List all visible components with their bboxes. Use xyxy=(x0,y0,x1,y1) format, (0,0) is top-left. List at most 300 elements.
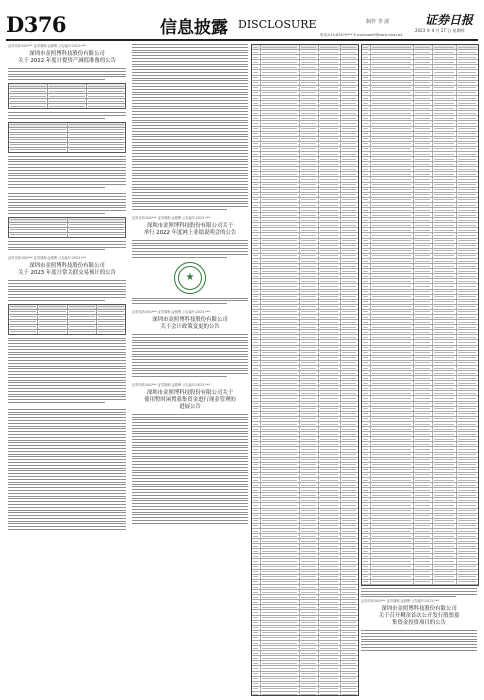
table-cell xyxy=(414,76,432,80)
table-cell xyxy=(371,351,414,355)
table-cell xyxy=(362,325,371,329)
table-cell xyxy=(371,570,414,574)
table-cell xyxy=(319,646,341,650)
table-cell xyxy=(371,371,414,375)
table-cell xyxy=(414,493,432,497)
table-cell xyxy=(414,152,432,156)
table-cell xyxy=(371,442,414,446)
table-cell xyxy=(341,651,358,655)
table-cell xyxy=(414,351,432,355)
table-cell xyxy=(261,279,300,283)
table-cell xyxy=(252,682,261,686)
table-cell xyxy=(252,396,261,400)
table-cell xyxy=(371,575,414,579)
table-cell xyxy=(362,565,371,569)
table-cell xyxy=(300,386,318,390)
table-cell xyxy=(261,320,300,324)
table-cell xyxy=(371,96,414,100)
table-cell xyxy=(341,580,358,584)
table-cell xyxy=(371,580,414,584)
table-cell xyxy=(300,687,318,691)
table-cell xyxy=(300,264,318,268)
table-cell xyxy=(433,310,457,314)
table-cell xyxy=(319,524,341,528)
table-cell xyxy=(433,244,457,248)
table-cell xyxy=(341,549,358,553)
table-cell xyxy=(341,453,358,457)
table-cell xyxy=(433,147,457,151)
table-cell xyxy=(341,621,358,625)
table-cell xyxy=(319,498,341,502)
table-cell xyxy=(252,116,261,120)
table-cell xyxy=(319,177,341,181)
table-cell xyxy=(371,315,414,319)
table-cell xyxy=(371,585,414,586)
table-cell xyxy=(252,646,261,650)
table-cell xyxy=(252,290,261,294)
table-cell xyxy=(414,244,432,248)
table-cell xyxy=(433,218,457,222)
table-cell xyxy=(433,580,457,584)
table-cell xyxy=(457,519,478,523)
table-cell xyxy=(457,269,478,273)
table-cell xyxy=(414,402,432,406)
table-cell xyxy=(414,279,432,283)
table-cell xyxy=(252,188,261,192)
table-cell xyxy=(252,442,261,446)
table-cell xyxy=(341,116,358,120)
table-cell xyxy=(261,585,300,589)
table-cell xyxy=(300,396,318,400)
table-cell xyxy=(319,544,341,548)
table-cell xyxy=(341,610,358,614)
table-cell xyxy=(457,407,478,411)
table-cell xyxy=(362,356,371,360)
table-cell xyxy=(433,254,457,258)
table-cell xyxy=(457,116,478,120)
table-cell xyxy=(414,198,432,202)
table-cell xyxy=(433,193,457,197)
table-cell xyxy=(362,519,371,523)
table-cell xyxy=(362,300,371,304)
table-cell xyxy=(252,524,261,528)
table-cell xyxy=(414,50,432,54)
table-cell xyxy=(414,106,432,110)
table-cell xyxy=(371,55,414,59)
table-cell xyxy=(457,458,478,462)
table-cell xyxy=(414,417,432,421)
table-cell xyxy=(341,442,358,446)
table-cell xyxy=(371,111,414,115)
table-cell xyxy=(371,335,414,339)
table-cell xyxy=(341,672,358,676)
table-cell xyxy=(252,666,261,670)
table-cell xyxy=(433,300,457,304)
table-cell xyxy=(341,692,358,696)
table-cell xyxy=(457,208,478,212)
table-cell xyxy=(261,188,300,192)
table-cell xyxy=(457,249,478,253)
table-cell xyxy=(414,284,432,288)
table-cell xyxy=(319,290,341,294)
table-cell xyxy=(319,330,341,334)
table-cell xyxy=(433,509,457,513)
table-cell xyxy=(414,183,432,187)
table-cell xyxy=(252,600,261,604)
table-cell xyxy=(261,458,300,462)
table-cell xyxy=(414,509,432,513)
table-cell xyxy=(341,605,358,609)
table-cell xyxy=(433,402,457,406)
table-cell xyxy=(414,570,432,574)
table-cell xyxy=(457,55,478,59)
table-cell xyxy=(261,631,300,635)
table-cell xyxy=(261,269,300,273)
table-cell xyxy=(319,412,341,416)
table-cell xyxy=(261,106,300,110)
table-cell xyxy=(371,519,414,523)
table-cell xyxy=(261,580,300,584)
table-cell xyxy=(261,147,300,151)
table-cell xyxy=(433,437,457,441)
table-cell xyxy=(414,498,432,502)
table-cell xyxy=(414,264,432,268)
table-cell xyxy=(341,529,358,533)
table-cell xyxy=(371,473,414,477)
table-cell xyxy=(371,325,414,329)
table-cell xyxy=(457,86,478,90)
section-title-cn: 信息披露 xyxy=(160,18,228,38)
company-seal-icon: ★ xyxy=(174,262,206,294)
table-cell xyxy=(371,70,414,74)
table-cell xyxy=(252,340,261,344)
table-cell xyxy=(261,687,300,691)
table-cell xyxy=(252,631,261,635)
table-cell xyxy=(261,213,300,217)
table-cell xyxy=(261,60,300,64)
table-cell xyxy=(433,295,457,299)
table-cell xyxy=(341,213,358,217)
table-cell xyxy=(414,233,432,237)
table-cell xyxy=(414,346,432,350)
table-cell xyxy=(433,442,457,446)
table-cell xyxy=(362,391,371,395)
table-cell xyxy=(319,315,341,319)
table-cell xyxy=(371,45,414,49)
table-cell xyxy=(362,320,371,324)
table-cell xyxy=(433,162,457,166)
table-cell xyxy=(252,60,261,64)
table-cell xyxy=(341,631,358,635)
table-cell xyxy=(252,55,261,59)
table-cell xyxy=(319,172,341,176)
table-cell xyxy=(300,335,318,339)
table-cell xyxy=(319,483,341,487)
table-cell xyxy=(300,570,318,574)
column-1 xyxy=(8,44,126,694)
table-cell xyxy=(341,340,358,344)
table-cell xyxy=(362,488,371,492)
table-cell xyxy=(261,488,300,492)
table-cell xyxy=(433,249,457,253)
table-cell xyxy=(341,172,358,176)
table-cell xyxy=(252,96,261,100)
table-cell xyxy=(341,544,358,548)
table-cell xyxy=(457,239,478,243)
table-cell xyxy=(371,91,414,95)
table-cell xyxy=(341,575,358,579)
table-cell xyxy=(371,223,414,227)
table-cell xyxy=(433,539,457,543)
table-cell xyxy=(371,300,414,304)
table-cell xyxy=(371,346,414,350)
table-cell xyxy=(371,259,414,263)
table-cell xyxy=(362,96,371,100)
table-cell xyxy=(252,132,261,136)
table-cell xyxy=(371,137,414,141)
table-cell xyxy=(362,203,371,207)
table-cell xyxy=(371,228,414,232)
table-cell xyxy=(261,407,300,411)
table-cell xyxy=(457,524,478,528)
table-cell xyxy=(261,239,300,243)
table-cell xyxy=(319,442,341,446)
table-cell xyxy=(371,239,414,243)
table-cell xyxy=(362,218,371,222)
table-cell xyxy=(252,315,261,319)
table-cell xyxy=(362,381,371,385)
table-cell xyxy=(433,198,457,202)
table-cell xyxy=(261,300,300,304)
table-cell xyxy=(362,575,371,579)
table-cell xyxy=(341,661,358,665)
table-cell xyxy=(300,147,318,151)
table-cell xyxy=(457,203,478,207)
table-cell xyxy=(362,208,371,212)
table-cell xyxy=(261,478,300,482)
table-cell xyxy=(319,193,341,197)
table-cell xyxy=(300,651,318,655)
table-cell xyxy=(300,361,318,365)
table-cell xyxy=(341,76,358,80)
table-cell xyxy=(414,559,432,563)
table-cell xyxy=(300,228,318,232)
table-cell xyxy=(300,646,318,650)
table-cell xyxy=(252,330,261,334)
table-cell xyxy=(319,616,341,620)
table-cell xyxy=(371,356,414,360)
table-cell xyxy=(300,626,318,630)
table-cell xyxy=(261,340,300,344)
table-cell xyxy=(414,366,432,370)
table-cell xyxy=(261,626,300,630)
table-cell xyxy=(252,152,261,156)
table-cell xyxy=(341,137,358,141)
table-cell xyxy=(341,162,358,166)
table-cell xyxy=(362,407,371,411)
page-number: D376 xyxy=(6,12,67,37)
table-cell xyxy=(319,529,341,533)
table-cell xyxy=(341,142,358,146)
table-cell xyxy=(261,172,300,176)
table-cell xyxy=(300,590,318,594)
table-cell xyxy=(341,468,358,472)
table-cell xyxy=(371,488,414,492)
table-cell xyxy=(252,259,261,263)
table-cell xyxy=(252,381,261,385)
table-cell xyxy=(341,132,358,136)
table-cell xyxy=(300,432,318,436)
table-cell xyxy=(362,70,371,74)
table-cell xyxy=(457,437,478,441)
table-cell xyxy=(362,264,371,268)
table-cell xyxy=(457,310,478,314)
table-cell xyxy=(300,366,318,370)
table-cell xyxy=(457,463,478,467)
table-cell xyxy=(371,50,414,54)
table-cell xyxy=(414,111,432,115)
table-cell xyxy=(457,233,478,237)
table-cell xyxy=(261,661,300,665)
table-cell xyxy=(300,544,318,548)
table-cell xyxy=(457,228,478,232)
table-cell xyxy=(433,488,457,492)
table-cell xyxy=(252,239,261,243)
table-cell xyxy=(341,391,358,395)
table-cell xyxy=(261,692,300,696)
table-cell xyxy=(341,514,358,518)
table-cell xyxy=(433,45,457,49)
table-cell xyxy=(341,65,358,69)
table-cell xyxy=(362,478,371,482)
table-cell xyxy=(433,127,457,131)
table-cell xyxy=(414,422,432,426)
table-cell xyxy=(319,121,341,125)
table-cell xyxy=(433,493,457,497)
data-table xyxy=(8,83,126,109)
table-cell xyxy=(319,218,341,222)
section-title-en: DISCLOSURE xyxy=(238,18,317,31)
table-cell xyxy=(362,483,371,487)
table-cell xyxy=(252,590,261,594)
table-cell xyxy=(252,493,261,497)
table-cell xyxy=(433,188,457,192)
table-cell xyxy=(261,177,300,181)
table-cell xyxy=(319,65,341,69)
table-cell xyxy=(319,310,341,314)
table-cell xyxy=(252,346,261,350)
table-cell xyxy=(371,381,414,385)
table-cell xyxy=(371,86,414,90)
table-cell xyxy=(300,391,318,395)
table-cell xyxy=(341,402,358,406)
table-cell xyxy=(261,264,300,268)
table-cell xyxy=(261,544,300,548)
table-cell xyxy=(414,137,432,141)
table-cell xyxy=(300,305,318,309)
table-cell xyxy=(300,142,318,146)
table-cell xyxy=(371,458,414,462)
table-cell xyxy=(252,233,261,237)
table-cell xyxy=(261,152,300,156)
contact-info: 电话:010-63070*** E-mail:zqrb9@zqrb.sina.net xyxy=(320,33,403,37)
table-cell xyxy=(261,432,300,436)
table-cell xyxy=(414,371,432,375)
table-cell xyxy=(341,437,358,441)
table-cell xyxy=(252,565,261,569)
table-cell xyxy=(341,167,358,171)
table-cell xyxy=(300,346,318,350)
table-cell xyxy=(362,351,371,355)
table-cell xyxy=(252,468,261,472)
table-cell xyxy=(300,218,318,222)
table-cell xyxy=(319,463,341,467)
table-cell xyxy=(252,407,261,411)
table-cell xyxy=(319,147,341,151)
table-cell xyxy=(414,208,432,212)
table-cell xyxy=(433,478,457,482)
table-cell xyxy=(362,335,371,339)
table-cell xyxy=(300,295,318,299)
table-cell xyxy=(341,300,358,304)
table-cell xyxy=(319,259,341,263)
table-cell xyxy=(341,381,358,385)
table-cell xyxy=(319,549,341,553)
article-meta: 证券代码:002*** 证券简称:金照博 公告编号:2023-*** xyxy=(361,599,439,604)
table-cell xyxy=(300,605,318,609)
table-cell xyxy=(261,132,300,136)
table-cell xyxy=(300,290,318,294)
table-cell xyxy=(457,50,478,54)
table-cell xyxy=(433,152,457,156)
table-cell xyxy=(300,437,318,441)
table-cell xyxy=(252,91,261,95)
table-cell xyxy=(300,677,318,681)
table-cell xyxy=(362,549,371,553)
table-cell xyxy=(362,529,371,533)
table-cell xyxy=(300,554,318,558)
table-cell xyxy=(300,274,318,278)
table-cell xyxy=(300,376,318,380)
table-cell xyxy=(319,366,341,370)
table-cell xyxy=(341,274,358,278)
table-cell xyxy=(371,290,414,294)
table-cell xyxy=(319,346,341,350)
table-cell xyxy=(252,376,261,380)
table-cell xyxy=(261,371,300,375)
table-cell xyxy=(252,529,261,533)
table-cell xyxy=(371,244,414,248)
table-cell xyxy=(261,70,300,74)
table-cell xyxy=(319,162,341,166)
table-cell xyxy=(433,50,457,54)
table-cell xyxy=(300,616,318,620)
table-cell xyxy=(414,381,432,385)
table-cell xyxy=(433,417,457,421)
table-cell xyxy=(341,509,358,513)
table-cell xyxy=(433,284,457,288)
table-cell xyxy=(414,427,432,431)
table-cell xyxy=(371,544,414,548)
table-cell xyxy=(319,249,341,253)
table-cell xyxy=(319,651,341,655)
table-cell xyxy=(252,269,261,273)
table-cell xyxy=(457,300,478,304)
table-cell xyxy=(261,672,300,676)
table-cell xyxy=(252,223,261,227)
table-row xyxy=(362,585,478,586)
table-cell xyxy=(261,391,300,395)
